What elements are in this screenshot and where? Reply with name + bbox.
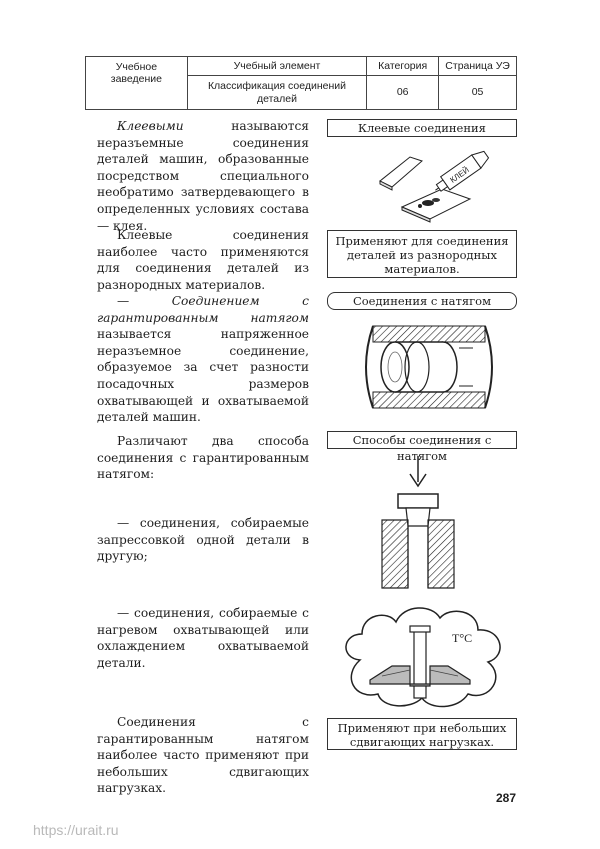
interference-title-box: Соединения с натягом bbox=[327, 292, 517, 310]
interference-term: Соединением с гарантированным натягом bbox=[97, 294, 309, 325]
page-header-cell: Страница УЭ bbox=[439, 57, 517, 76]
glue-joint-figure bbox=[370, 143, 500, 223]
glue-term: Клеевыми bbox=[117, 119, 184, 133]
paragraph-interference-definition bbox=[97, 293, 309, 426]
glue-title-box: Клеевые соединения bbox=[327, 119, 517, 137]
element-value-cell: Классификация соединений деталей bbox=[187, 76, 366, 110]
low-loads-box: Применяют при небольших сдвигающих нагрузках. bbox=[327, 718, 517, 750]
paragraph-glue-definition bbox=[97, 118, 309, 234]
interference-fit-figure bbox=[355, 318, 495, 416]
press-fit-figure bbox=[370, 452, 480, 592]
interference-definition-text: называется напряженное неразъемное соединение, образуемое за счет разности посадочных размеров охватывающей и охватываемой деталей машин. bbox=[97, 327, 309, 425]
thermal-fit-figure bbox=[336, 600, 512, 712]
page-value-cell: 05 bbox=[439, 76, 517, 110]
glue-use-text: Клеевые соединения наиболее часто применяются для соединения деталей из разнородных материалов. bbox=[97, 228, 309, 292]
low-loads-text: Соединения с гарантированным натягом наиболее часто применяют при небольших сдвигающих нагрузках. bbox=[97, 715, 309, 796]
press-fit-text: — соединения, собираемые запрессовкой одной детали в другую; bbox=[97, 516, 309, 564]
temperature-label: T°C bbox=[452, 631, 473, 645]
two-methods-text: Различают два способа соединения с гарантированным натягом: bbox=[97, 434, 309, 482]
element-header-cell: Учебный элемент bbox=[187, 57, 366, 76]
thermal-fit-text: — соединения, собираемые с нагревом охватывающей или охлаждением охватываемой детали. bbox=[97, 606, 309, 670]
paragraph-two-methods bbox=[97, 433, 309, 483]
paragraph-thermal-fit bbox=[97, 605, 309, 671]
methods-title-box: Способы соединения с натягом bbox=[327, 431, 517, 449]
category-header-cell: Категория bbox=[367, 57, 439, 76]
glue-use-box: Применяют для соединения деталей из разнородных материалов. bbox=[327, 230, 517, 278]
paragraph-press-fit bbox=[97, 515, 309, 565]
glue-definition-text: называются неразъемные соединения деталей машин, образованные посредством специального необратимо затвердевающего в определенных условиях состава — клея. bbox=[97, 119, 309, 233]
glue-tube-label: КЛЕЙ bbox=[448, 165, 471, 185]
dash: — bbox=[117, 294, 172, 308]
paragraph-low-loads bbox=[97, 714, 309, 797]
page-number: 287 bbox=[496, 791, 517, 805]
category-value-cell: 06 bbox=[367, 76, 439, 110]
header-table bbox=[85, 56, 517, 110]
paragraph-glue-use bbox=[97, 227, 309, 293]
institution-cell: Учебное заведение bbox=[86, 57, 188, 110]
watermark-url: https://urait.ru bbox=[33, 822, 119, 838]
